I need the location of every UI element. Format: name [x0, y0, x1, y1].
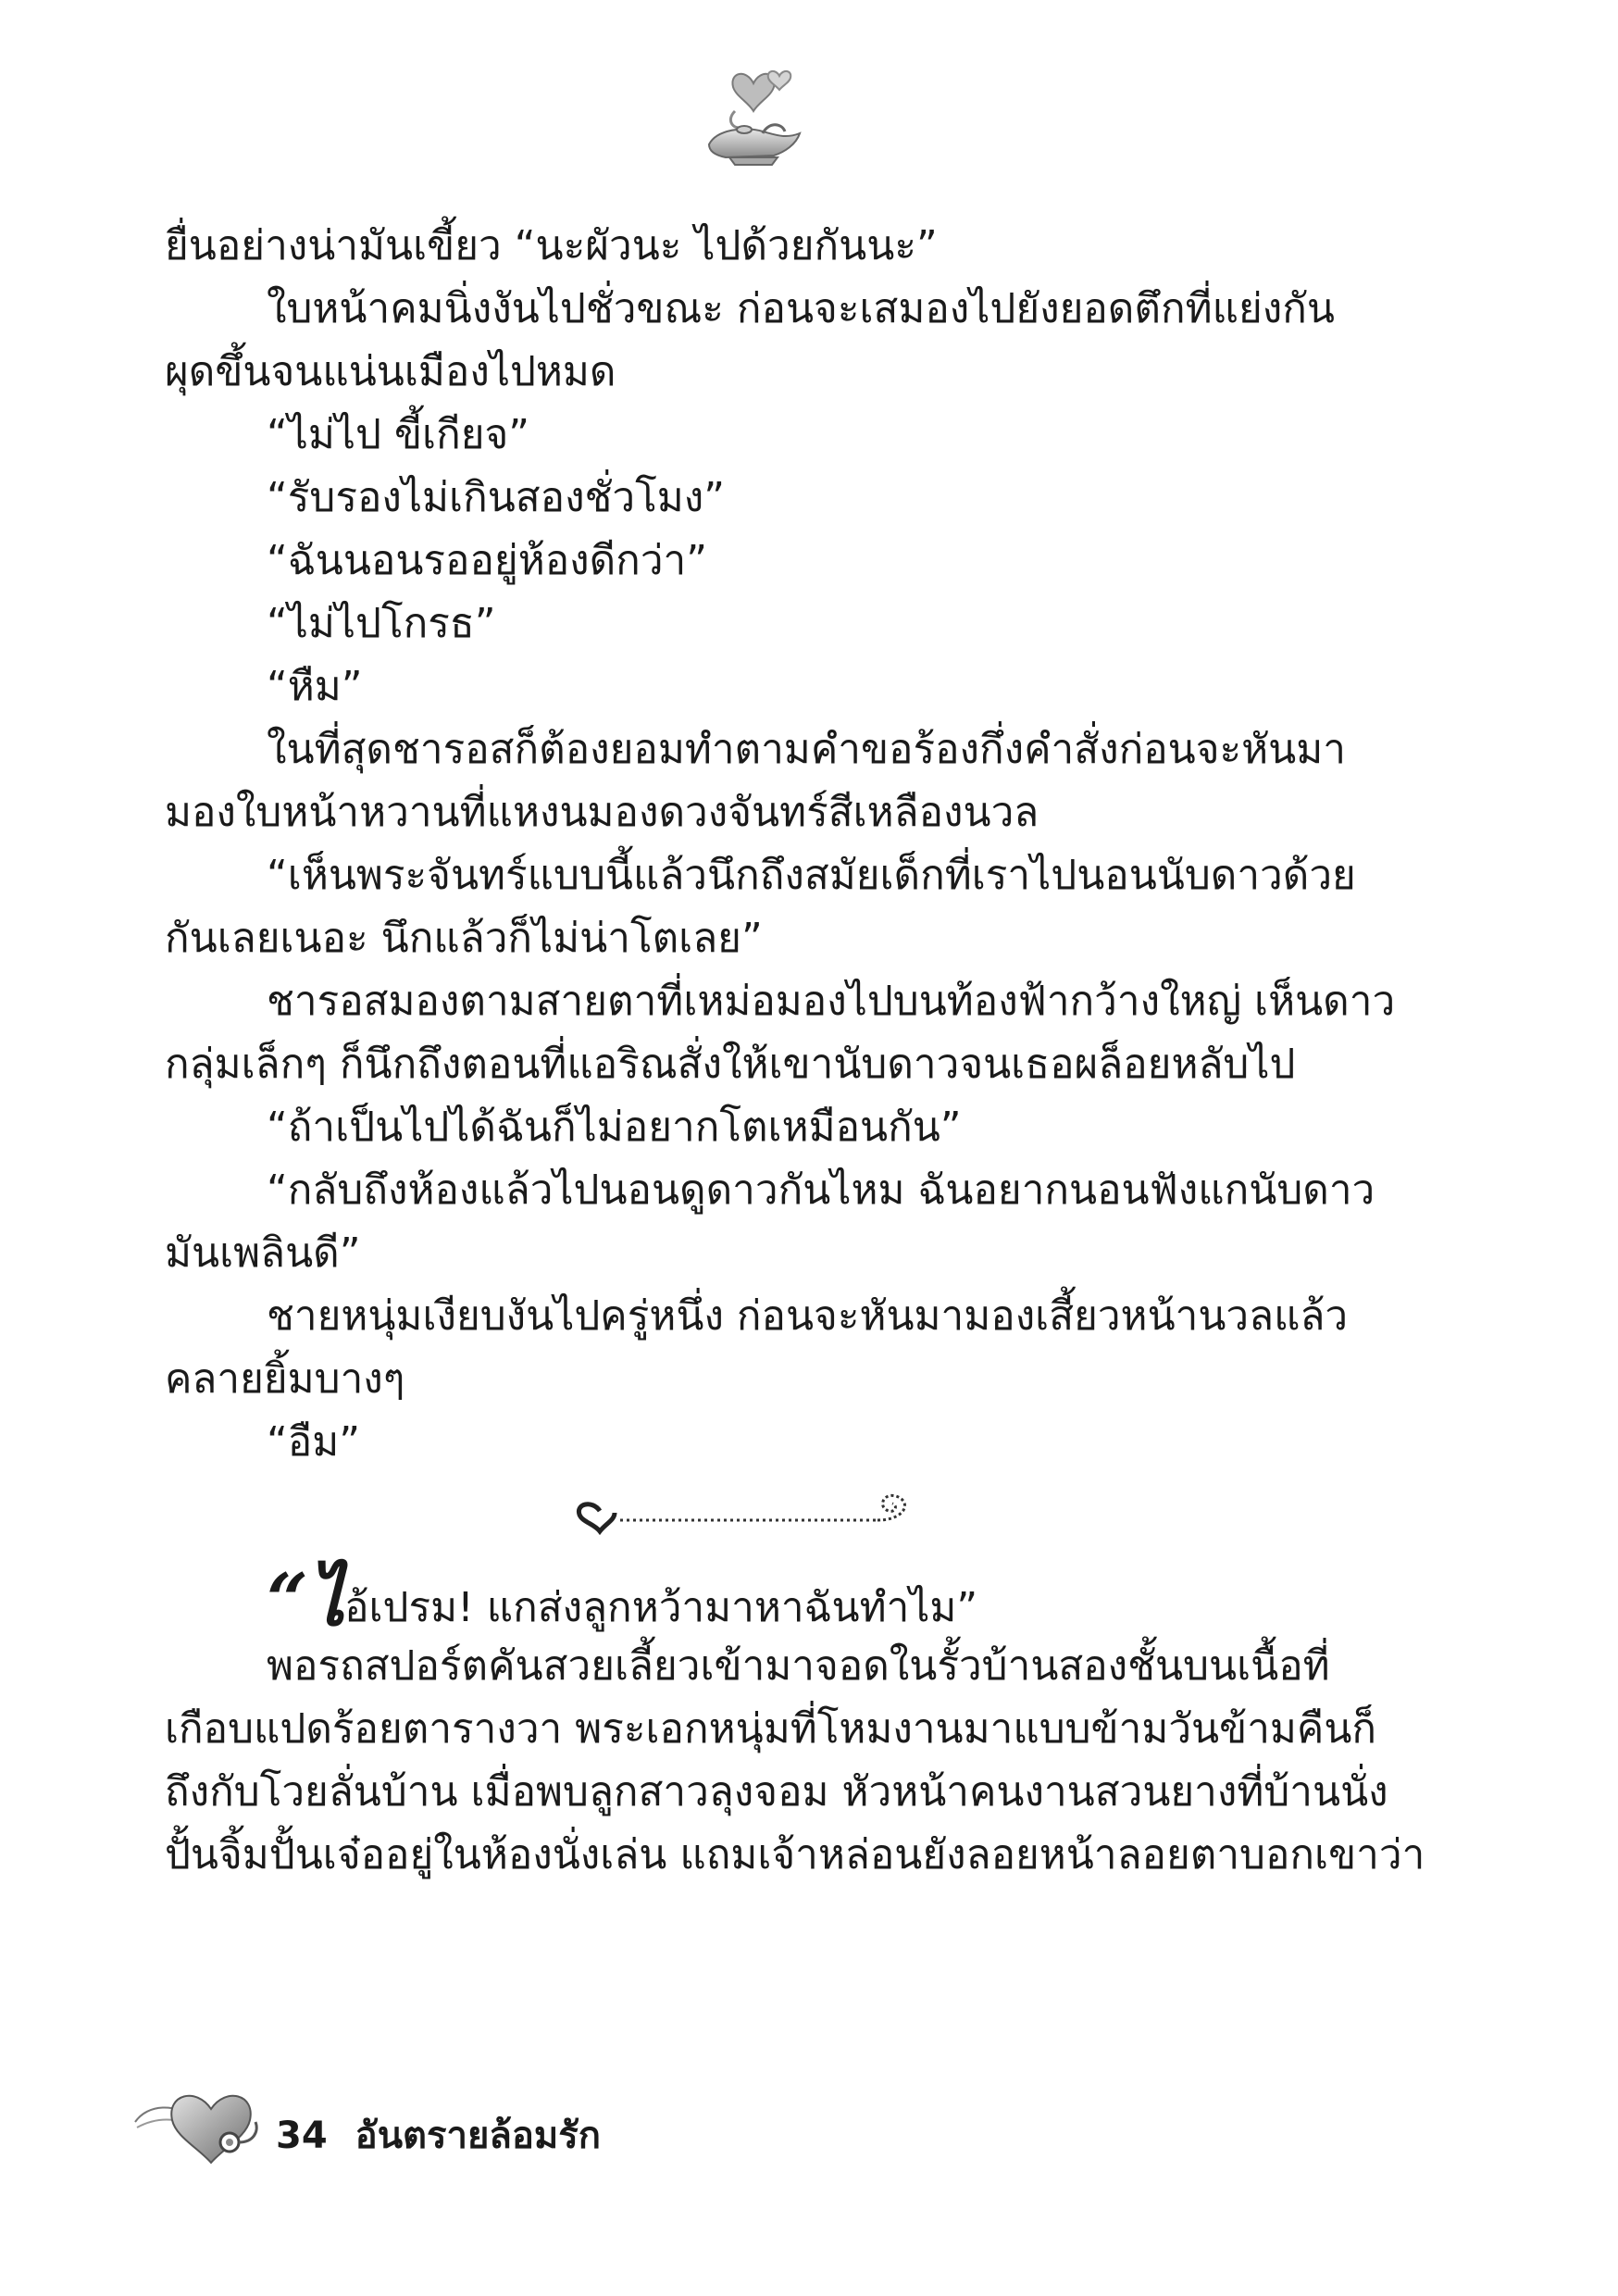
paragraph-line: ยื่นอย่างน่ามันเขี้ยว “นะผัวนะ ไปด้วยกันนะ” [165, 222, 938, 269]
paragraph-line: ในที่สุดชารอสก็ต้องยอมทำตามคำขอร้องกึ่งคำสั่งก่อนจะหันมา [267, 726, 1346, 773]
drop-cap: “ไ [267, 1558, 345, 1642]
page-footer [130, 2085, 778, 2168]
dialogue-line: “ไม่ไปโกรธ” [267, 600, 496, 647]
scene-break-divider [165, 1474, 1359, 1566]
opening-line-text: อ้เปรม! แกส่งลูกหว้ามาหาฉันทำไม” [344, 1584, 978, 1631]
dialogue-line: “เห็นพระจันทร์แบบนี้แล้วนึกถึงสมัยเด็กที่เราไปนอนนับดาวด้วย [267, 852, 1356, 899]
dialogue-line: “ถ้าเป็นไปได้ฉันก็ไม่อยากโตเหมือนกัน” [267, 1104, 962, 1151]
paragraph-line: คลายยิ้มบางๆ [165, 1355, 405, 1403]
dialogue-line: “รับรองไม่เกินสองชั่วโมง” [267, 474, 726, 521]
paragraph-line: ถึงกับโวยลั่นบ้าน เมื่อพบลูกสาวลุงจอม หัวหน้าคนงานสวนยางที่บ้านนั่ง [165, 1768, 1388, 1816]
paragraph-line: เกือบแปดร้อยตารางวา พระเอกหนุ่มที่โหมงานมาแบบข้ามวันข้ามคืนก็ [165, 1705, 1377, 1753]
paragraph-line: ชายหนุ่มเงียบงันไปครู่หนึ่ง ก่อนจะหันมามองเสี้ยวหน้านวลแล้ว [267, 1292, 1349, 1340]
footer-text [276, 2105, 601, 2165]
book-title: อันตรายล้อมรัก [355, 2115, 602, 2157]
dialogue-line: “อืม” [267, 1418, 361, 1466]
body-text [165, 215, 1425, 1887]
lamp-ornament-icon [689, 56, 818, 176]
dialogue-line: “หืม” [267, 663, 363, 710]
dialogue-line: มันเพลินดี” [165, 1229, 361, 1277]
heart-swirl-divider-icon [563, 1483, 933, 1539]
paragraph-line: ปั้นจิ้มปั้นเจ๋ออยู่ในห้องนั่งเล่น แถมเจ้าหล่อนยังลอยหน้าลอยตาบอกเขาว่า [165, 1831, 1425, 1878]
paragraph-line: ใบหน้าคมนิ่งงันไปชั่วขณะ ก่อนจะเสมองไปยังยอดตึกที่แย่งกัน [267, 285, 1335, 332]
paragraph-line: ผุดขึ้นจนแน่นเมืองไปหมด [165, 348, 616, 395]
dialogue-line: “ฉันนอนรออยู่ห้องดีกว่า” [267, 537, 708, 584]
paragraph-line: ชารอสมองตามสายตาที่เหม่อมองไปบนท้องฟ้ากว้างใหญ่ เห็นดาว [267, 978, 1396, 1025]
dialogue-line: “กลับถึงห้องแล้วไปนอนดูดาวกันไหม ฉันอยากนอนฟังแกนับดาว [267, 1167, 1375, 1214]
paragraph-line: มองใบหน้าหวานที่แหงนมองดวงจันทร์สีเหลืองนวล [165, 789, 1039, 836]
dialogue-line: “ไม่ไป ขี้เกียจ” [267, 411, 530, 458]
paragraph-line: กลุ่มเล็กๆ ก็นึกถึงตอนที่แอริณสั่งให้เขานับดาวจนเธอผล็อยหลับไป [165, 1041, 1296, 1088]
page-number: 34 [276, 2115, 328, 2157]
dialogue-line: กันเลยเนอะ นึกแล้วก็ไม่น่าโตเลย” [165, 915, 763, 962]
paragraph-line: พอรถสปอร์ตคันสวยเลี้ยวเข้ามาจอดในรั้วบ้านสองชั้นบนเนื้อที่ [267, 1642, 1330, 1690]
heart-stethoscope-icon [130, 2085, 268, 2168]
chapter-opening-line [165, 1558, 1359, 1642]
